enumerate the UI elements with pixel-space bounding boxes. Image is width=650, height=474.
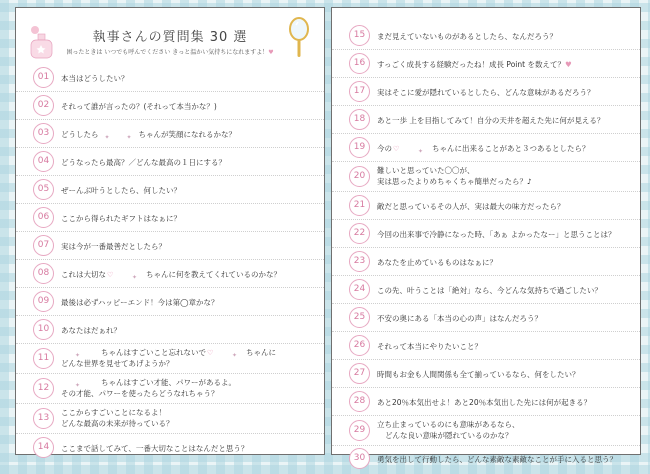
list-item: [16, 344, 324, 374]
list-item: [332, 332, 640, 360]
list-item: [332, 304, 640, 332]
question-text: どうしたら ✦ ✦ ちゃんが笑顔になれるかな？: [61, 130, 236, 141]
question-text: あと20％本気出せよ！あと20％本気出した先には何が起きる？: [377, 398, 592, 407]
heart-icon: ♥: [268, 49, 274, 56]
list-item: [16, 260, 324, 288]
list-item: [332, 220, 640, 248]
list-item: [332, 22, 640, 50]
question-text: ぜーんぶ叶うとしたら、何したい？: [61, 186, 181, 195]
question-number: 05: [33, 179, 54, 200]
question-number: 21: [349, 195, 370, 216]
question-text: 本当はどうしたい？: [61, 74, 129, 83]
question-number: 12: [33, 378, 54, 399]
list-item: [16, 288, 324, 316]
left-page: [15, 7, 325, 455]
question-number: 04: [33, 151, 54, 172]
question-number: 14: [33, 437, 54, 458]
question-text: あと一歩 上を目指してみて！自分の天井を超えた先に何が見える？: [377, 116, 605, 125]
question-number: 17: [349, 81, 370, 102]
list-item: [332, 134, 640, 162]
question-text: 不安の奥にある「本当の心の声」はなんだろう？: [377, 314, 542, 323]
question-number: 03: [33, 123, 54, 144]
question-text: それって本当にやりたいこと？: [377, 342, 482, 351]
sparkle-icon: ✦: [418, 148, 424, 155]
question-text: まだ見えていないものがあるとしたら、なんだろう？: [377, 32, 557, 41]
question-text: 立ち止まっているのにも意味があるなら、 どんな良い意味が隠れているのかな？: [377, 420, 520, 440]
list-item: [332, 416, 640, 446]
question-text: それって誰が言ったの？(それって本当かな？): [61, 102, 217, 111]
question-text: 難しいと思っていた〇〇が、 実は思ったよりめちゃくちゃ簡単だったら？♪: [377, 166, 532, 186]
list-item: [332, 78, 640, 106]
question-number: 01: [33, 67, 54, 88]
question-number: 16: [349, 53, 370, 74]
page-subtitle: 困ったときは いつでも呼んでください きっと温かい気持ちになれますよ！♥: [66, 49, 274, 56]
question-text: あなたはだぁれ？: [61, 326, 121, 335]
list-item: [332, 106, 640, 134]
question-text: 実はそこに愛が隠れているとしたら、どんな意味があるだろう？: [377, 88, 595, 97]
question-number: 29: [349, 420, 370, 441]
question-text: この先、叶うことは「絶対」なら、今どんな気持ちで過ごしたい？: [377, 286, 602, 295]
right-page: [331, 7, 641, 464]
sparkle-icon: ✦: [75, 352, 81, 359]
question-text: これは大切な ♡ ✦ ちゃんに何を教えてくれているのかな？: [61, 270, 281, 281]
question-number: 30: [349, 448, 370, 469]
list-item: [16, 316, 324, 344]
list-item: [16, 64, 324, 92]
name-blank-icon: ♡: [393, 145, 400, 153]
question-number: 20: [349, 166, 370, 187]
question-text: 今の ♡ ✦ ちゃんに出来ることがあと３つあるとしたら？: [377, 144, 590, 155]
question-number: 02: [33, 95, 54, 116]
question-text: 時間もお金も人間関係も全て揃っているなら、何をしたい？: [377, 370, 580, 379]
question-number: 26: [349, 335, 370, 356]
question-text: 実は今が一番最善だとしたら？: [61, 242, 166, 251]
question-number: 10: [33, 319, 54, 340]
question-number: 07: [33, 235, 54, 256]
list-item: [332, 276, 640, 304]
sparkle-icon: ✦: [75, 382, 81, 389]
question-number: 09: [33, 291, 54, 312]
question-text: 勇気を出して行動したら、どんな素敵な素敵なことが手に入ると思う？: [377, 455, 617, 464]
question-text: どうなったら最高？／どんな最高の１日にする？: [61, 158, 226, 167]
list-item: [16, 404, 324, 434]
question-text: ここまで話してみて、一番大切なことはなんだと思う？: [61, 444, 249, 453]
question-number: 28: [349, 391, 370, 412]
question-number: 27: [349, 363, 370, 384]
hand-mirror-icon: [288, 16, 310, 60]
question-number: 13: [33, 408, 54, 429]
question-number: 11: [33, 348, 54, 369]
question-number: 15: [349, 25, 370, 46]
question-text: ✦ ちゃんはすごい才能、パワーがあるよ。 その才能、パワーを使ったらどうなれちゃう？: [61, 378, 236, 398]
heart-icon: ♥: [564, 60, 572, 69]
question-number: 18: [349, 109, 370, 130]
list-item: [332, 388, 640, 416]
name-blank-icon: ♡: [107, 271, 114, 279]
sparkle-icon: ✦: [104, 134, 110, 141]
question-text: ここからすごいことになるよ！ どんな最高の未来が待っている？: [61, 408, 174, 428]
page-title: 執事さんの質問集 30 選: [92, 30, 248, 45]
question-number: 24: [349, 279, 370, 300]
question-text: 今回の出来事で冷静になった時、「あぁ よかったなー」と思うことは？: [377, 230, 616, 239]
question-text: すっごく成長する経験だったね！成長 Point を数えて？♥: [377, 60, 572, 69]
list-item: [16, 232, 324, 260]
list-item: [16, 176, 324, 204]
question-text: ✦ ちゃんはすごいこと忘れないで ♡ ✦ ちゃんに どんな世界を見せてあげようか？: [61, 348, 276, 368]
question-number: 22: [349, 223, 370, 244]
list-item: [332, 360, 640, 388]
question-text: 敵だと思っているその人が、実は最大の味方だったら？: [377, 202, 565, 211]
name-blank-icon: ♡: [207, 349, 214, 357]
list-item: [16, 374, 324, 404]
question-number: 08: [33, 263, 54, 284]
list-item: [332, 162, 640, 192]
sparkle-icon: ✦: [126, 134, 132, 141]
sparkle-icon: ✦: [232, 352, 238, 359]
question-text: あなたを止めているものはなぁに？: [377, 258, 497, 267]
question-number: 25: [349, 307, 370, 328]
list-item: [16, 120, 324, 148]
question-number: 06: [33, 207, 54, 228]
page-header: [16, 8, 324, 66]
list-item: [16, 92, 324, 120]
list-item: [332, 446, 640, 474]
list-item: [332, 192, 640, 220]
question-number: 19: [349, 137, 370, 158]
sparkle-icon: ✦: [132, 274, 138, 281]
question-text: 最後は必ずハッピーエンド！今は第◯章かな？: [61, 298, 219, 307]
list-item: [332, 50, 640, 78]
list-item: [16, 204, 324, 232]
list-item: [16, 434, 324, 462]
question-number: 23: [349, 251, 370, 272]
list-item: [16, 148, 324, 176]
list-item: [332, 248, 640, 276]
question-text: ここから得られたギフトはなぁに？: [61, 214, 181, 223]
